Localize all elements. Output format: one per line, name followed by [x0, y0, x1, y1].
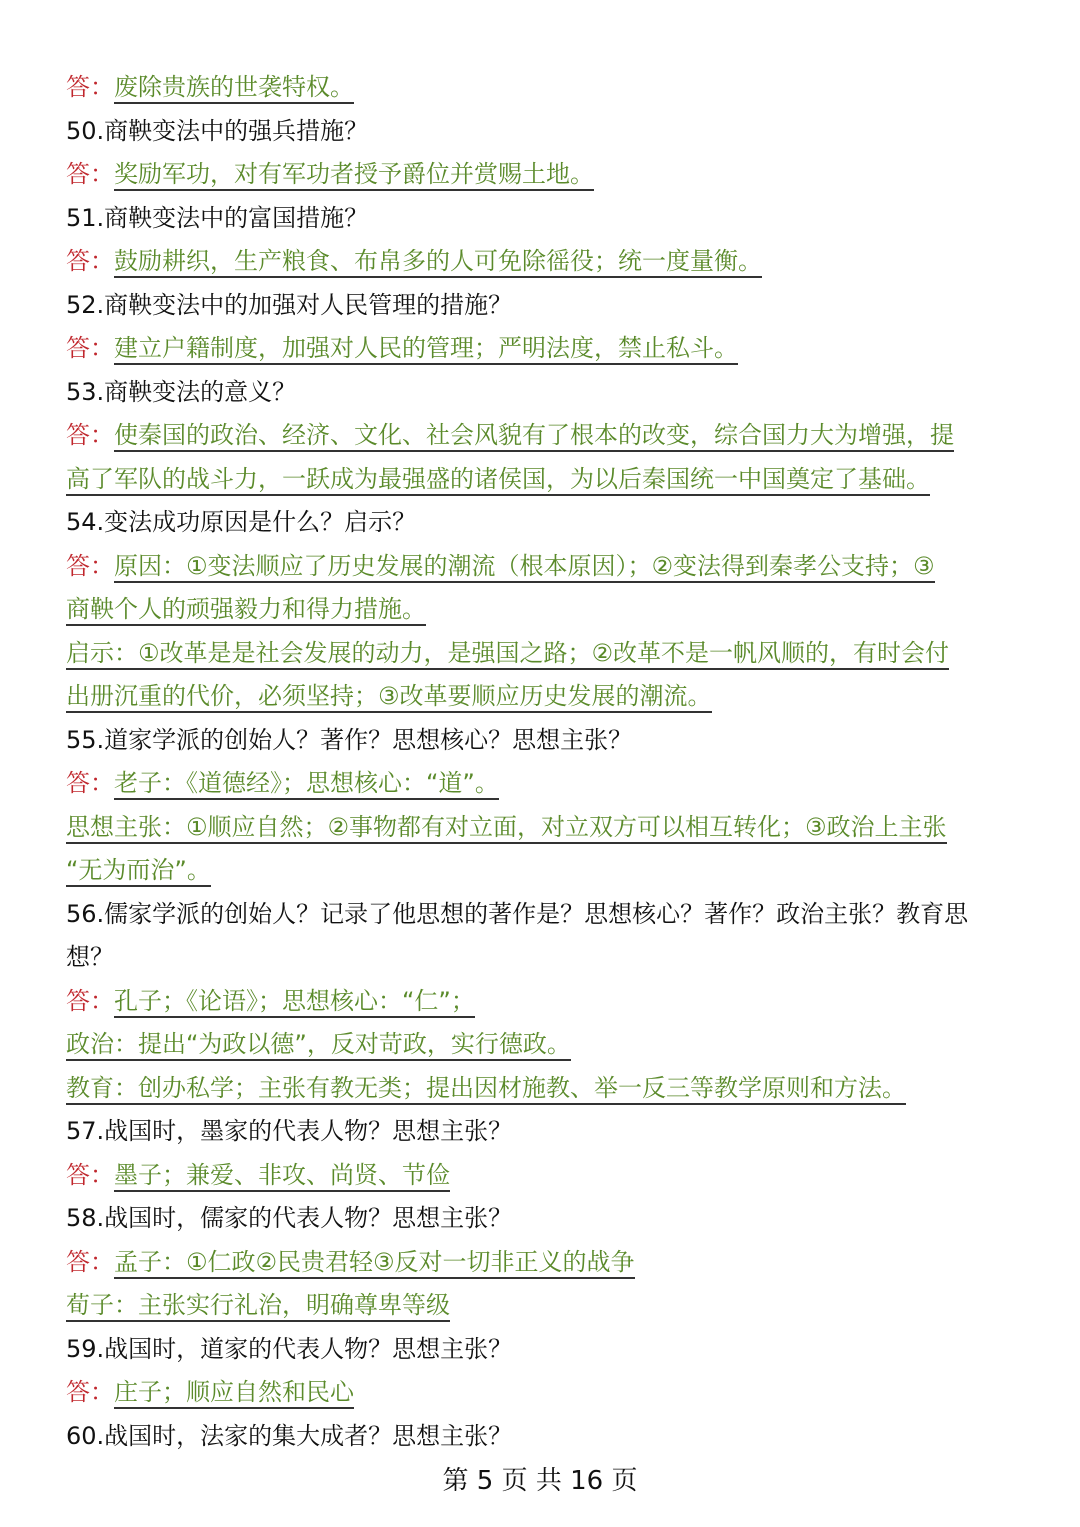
- answer-line: [66, 1067, 1016, 1111]
- answer-line: [66, 849, 1016, 893]
- question-text: 51.商鞅变法中的富国措施？: [66, 203, 369, 232]
- answer-line: [66, 458, 1016, 502]
- answer-text: 出册沉重的代价，必须坚持；③改革要顺应历史发展的潮流。: [66, 682, 712, 713]
- question-line: [66, 110, 1016, 154]
- answer-text: 高了军队的战斗力，一跃成为最强盛的诸侯国，为以后秦国统一中国奠定了基础。: [66, 465, 930, 496]
- question-line: [66, 719, 1016, 763]
- answer-text: 庄子；顺应自然和民心: [114, 1378, 354, 1409]
- answer-label: 答：: [66, 986, 114, 1015]
- question-text: 53.商鞅变法的意义？: [66, 377, 297, 406]
- answer-text: 启示：①改革是是社会发展的动力，是强国之路；②改革不是一帆风顺的，有时会付: [66, 639, 949, 670]
- answer-text: 荀子：主张实行礼治，明确尊卑等级: [66, 1291, 450, 1322]
- answer-line: [66, 66, 1016, 110]
- question-line: [66, 936, 1016, 980]
- answer-label: 答：: [66, 247, 114, 275]
- answer-label: 答：: [66, 160, 114, 188]
- answer-line: [66, 806, 1016, 850]
- answer-label: 答：: [66, 334, 114, 362]
- answer-line: [66, 153, 1016, 197]
- answer-line: [66, 545, 1016, 589]
- question-text: 58.战国时，儒家的代表人物？思想主张？: [66, 1204, 513, 1232]
- question-line: [66, 1197, 1016, 1241]
- answer-line: [66, 675, 1016, 719]
- answer-text: 孔子；《论语》；思想核心：“仁”；: [114, 987, 475, 1018]
- answer-label: 答：: [66, 73, 114, 101]
- question-text: 52.商鞅变法中的加强对人民管理的措施？: [66, 290, 513, 319]
- answer-text: 奖励军功，对有军功者授予爵位并赏赐土地。: [114, 160, 594, 191]
- answer-text: 教育：创办私学；主张有教无类；提出因材施教、举一反三等教学原则和方法。: [66, 1074, 906, 1105]
- answer-label: 答：: [66, 1247, 114, 1276]
- question-line: [66, 284, 1016, 328]
- answer-label: 答：: [66, 551, 114, 580]
- question-line: [66, 893, 1016, 937]
- answer-text: 孟子：①仁政②民贵君轻③反对一切非正义的战争: [114, 1248, 635, 1279]
- answer-text: 墨子；兼爱、非攻、尚贤、节俭: [114, 1161, 450, 1192]
- answer-text: 思想主张：①顺应自然；②事物都有对立面，对立双方可以相互转化；③政治上主张: [66, 813, 947, 844]
- answer-line: [66, 414, 1016, 458]
- question-text: 55.道家学派的创始人？著作？思想核心？思想主张？: [66, 725, 633, 754]
- answer-line: [66, 762, 1016, 806]
- answer-text: 建立户籍制度，加强对人民的管理；严明法度，禁止私斗。: [114, 334, 738, 365]
- answer-text: 商鞅个人的顽强毅力和得力措施。: [66, 595, 426, 626]
- answer-line: [66, 632, 1016, 676]
- answer-line: [66, 327, 1016, 371]
- answer-line: [66, 1023, 1016, 1067]
- answer-text: 老子：《道德经》；思想核心：“道”。: [114, 769, 499, 800]
- question-text: 56.儒家学派的创始人？记录了他思想的著作是？思想核心？著作？政治主张？教育思: [66, 899, 969, 928]
- answer-line: [66, 1371, 1016, 1415]
- answer-label: 答：: [66, 1160, 114, 1189]
- answer-text: 废除贵族的世袭特权。: [114, 73, 354, 104]
- question-text: 想？: [66, 943, 114, 971]
- answer-label: 答：: [66, 769, 114, 797]
- question-text: 50.商鞅变法中的强兵措施？: [66, 116, 369, 145]
- question-line: [66, 1415, 1016, 1459]
- question-line: [66, 1328, 1016, 1372]
- question-text: 60.战国时，法家的集大成者？思想主张？: [66, 1421, 513, 1450]
- answer-text: 政治：提出“为政以德”，反对苛政，实行德政。: [66, 1030, 571, 1061]
- page-footer: 第 5 页 共 16 页: [442, 1466, 638, 1496]
- document-body: [66, 66, 1016, 1458]
- answer-line: [66, 588, 1016, 632]
- question-line: [66, 371, 1016, 415]
- answer-text: 鼓励耕织，生产粮食、布帛多的人可免除徭役；统一度量衡。: [114, 247, 762, 278]
- question-line: [66, 1110, 1016, 1154]
- answer-text: 使秦国的政治、经济、文化、社会风貌有了根本的改变，综合国力大为增强，提: [114, 421, 954, 452]
- answer-line: [66, 1154, 1016, 1198]
- answer-line: [66, 1284, 1016, 1328]
- question-line: [66, 501, 1016, 545]
- answer-line: [66, 980, 1016, 1024]
- answer-text: 原因：①变法顺应了历史发展的潮流（根本原因）；②变法得到秦孝公支持；③: [114, 552, 935, 583]
- answer-text: “无为而治”。: [66, 856, 211, 887]
- answer-line: [66, 1241, 1016, 1285]
- question-text: 57.战国时，墨家的代表人物？思想主张？: [66, 1117, 513, 1145]
- question-text: 54.变法成功原因是什么？启示？: [66, 508, 417, 536]
- answer-line: [66, 240, 1016, 284]
- answer-label: 答：: [66, 1378, 114, 1406]
- answer-label: 答：: [66, 421, 114, 449]
- question-text: 59.战国时，道家的代表人物？思想主张？: [66, 1334, 513, 1363]
- question-line: [66, 197, 1016, 241]
